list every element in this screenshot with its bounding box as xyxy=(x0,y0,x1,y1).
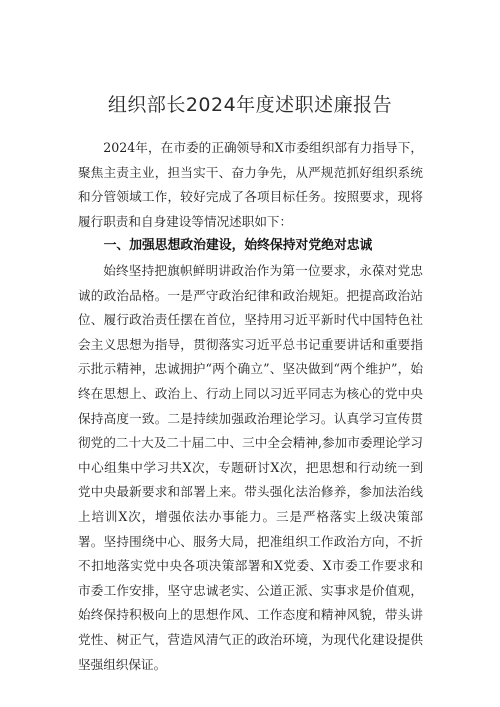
section-paragraph: 始终坚持把旗帜鲜明讲政治作为第一位要求，永葆对党忠诚的政治品格。一是严守政治纪律和政治规矩。把提高政治站位、履行政治责任摆在首位，坚持用习近平新时代中国特色社会主义思想为指导，贯彻落实习近平总书记重要讲话和重要指示批示精神，忠诚拥护“两个确立”、坚决做到“两个维护”，始终在思想上、政治上、行动上同以习近平同志为核心的党中央保持高度一致。二是持续加强政治理论学习。认真学习宣传贯彻党的二十大及二十届二中、三中全会精神,参加市委理论学习中心组集中学习共X次，专题研讨X次，把思想和行动统一到党中央最新要求和部署上来。带头强化法治修养，参加法治线上培训X次，增强依法办事能力。三是严格落实上级决策部署。坚持围绕中心、服务大局，把准组织工作政治方向，不折不扣地落实党中央各项决策部署和X党委、X市委工作要求和市委工作安排，坚守忠诚老实、公道正派、实事求是价值观，始终保持积极向上的思想作风、工作态度和精神风貌，带头讲党性、树正气，营造风清气正的政治环境，为现代化建设提供坚强组织保证。 xyxy=(78,263,423,672)
document-title: 组织部长2024年度述职述廉报告 xyxy=(107,94,393,116)
intro-paragraph: 2024年，在市委的正确领导和X市委组织部有力指导下，聚焦主责主业，担当实干、奋力争先，从严规范抓好组织系统和分管领域工作，较好完成了各项目标任务。按照要求，现将履行职责和自身建设等情况述职如下： xyxy=(78,140,423,229)
section-heading: 一、加强思想政治建设，始终保持对党绝对忠诚 xyxy=(103,238,373,253)
